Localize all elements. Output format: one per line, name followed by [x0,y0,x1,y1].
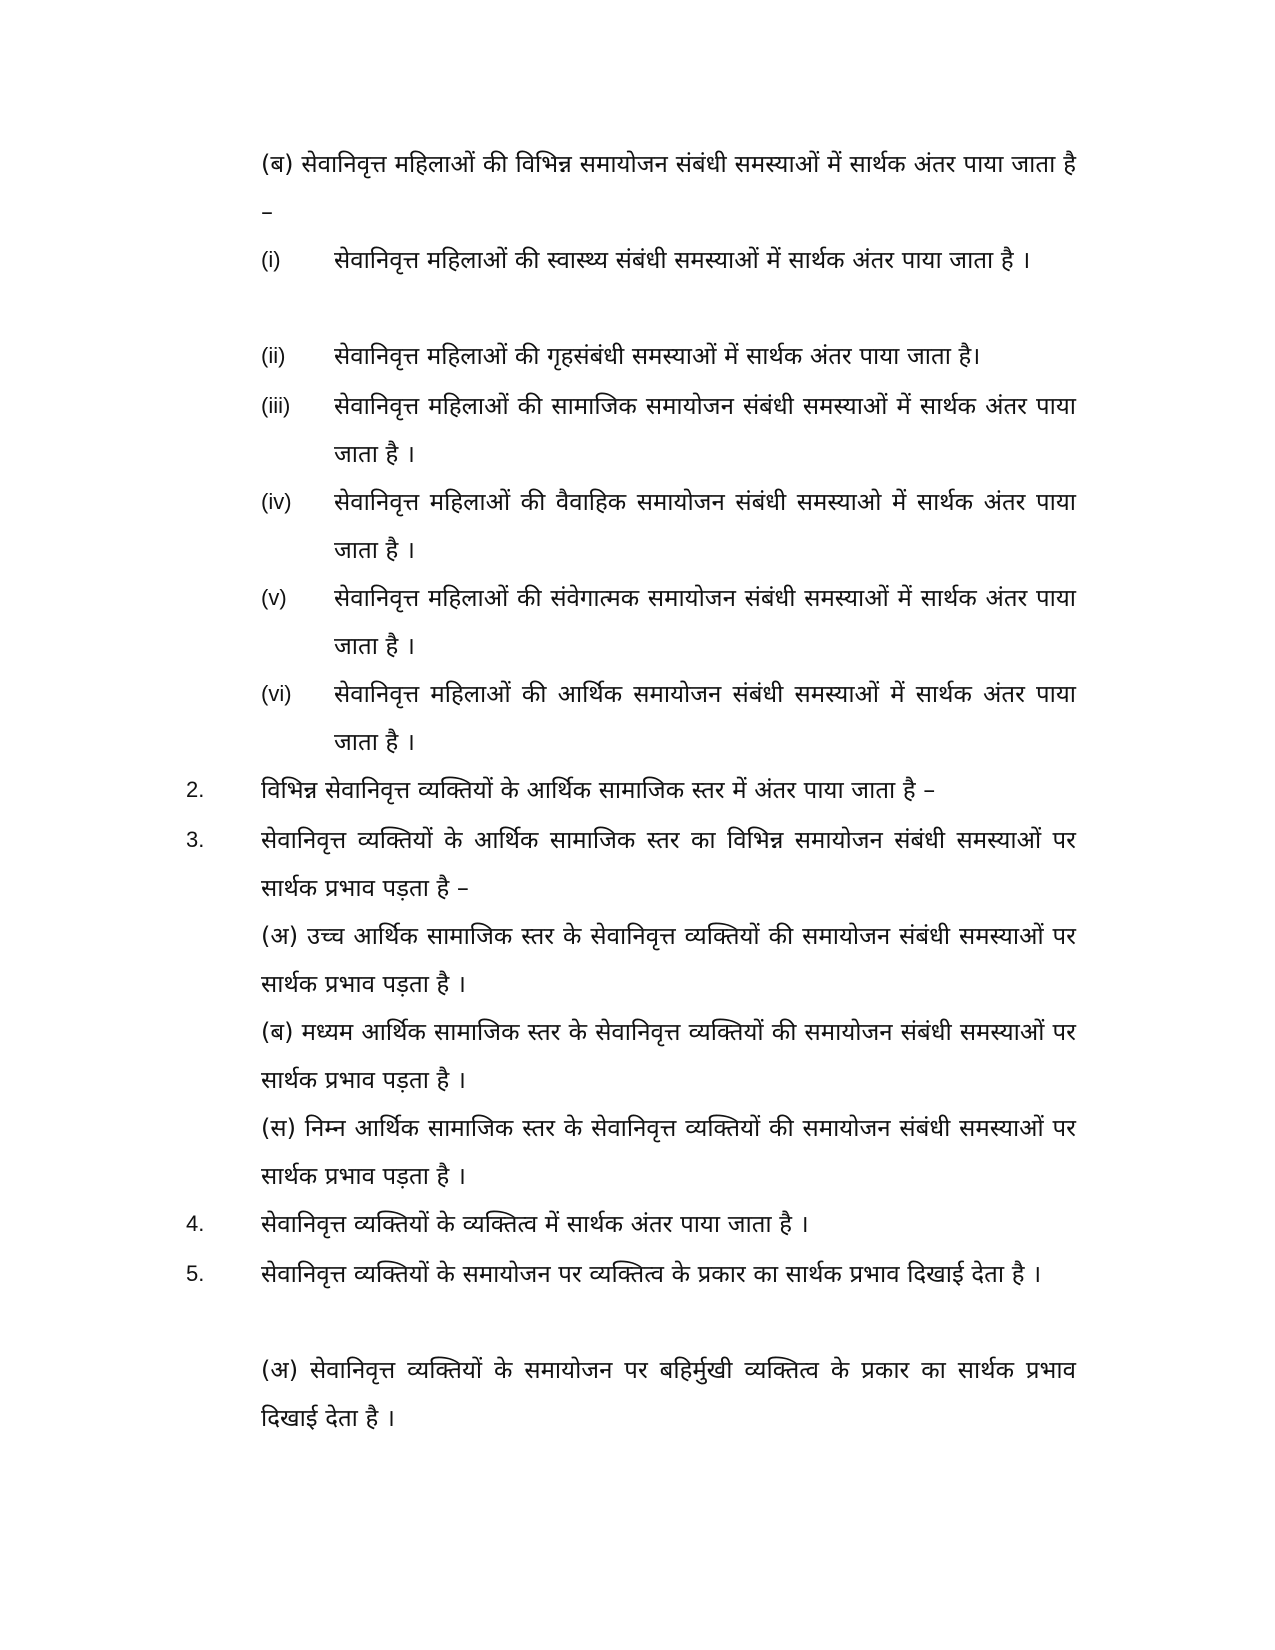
list-marker: (i) [261,247,281,272]
list-item: सेवानिवृत्त व्यक्तियों के आर्थिक सामाजिक स्तर का विभिन्न समायोजन संबंधी समस्याओं पर सार्थक प्रभाव पड़ता है – [261,826,1076,902]
list-item: विभिन्न सेवानिवृत्त व्यक्तियों के आर्थिक सामाजिक स्तर में अंतर पाया जाता है – [261,776,936,804]
sub-paragraph-a: (अ) उच्च आर्थिक सामाजिक स्तर के सेवानिवृत्त व्यक्तियों की समायोजन संबंधी समस्याओं पर सार्थक प्रभाव पड़ता है । [261,922,1076,998]
list-number: 3. [186,827,205,852]
list-item: सेवानिवृत्त महिलाओं की गृहसंबंधी समस्याओं में सार्थक अंतर पाया जाता है। [334,342,981,370]
sub-paragraph-a: (अ) सेवानिवृत्त व्यक्तियों के समायोजन पर बहिर्मुखी व्यक्तित्व के प्रकार का सार्थक प्रभाव दिखाई देता है । [261,1356,1076,1432]
list-marker: (iv) [261,489,292,514]
list-marker: (v) [261,585,287,610]
list-item: सेवानिवृत्त महिलाओं की स्वास्थ्य संबंधी समस्याओं में सार्थक अंतर पाया जाता है । [334,246,1031,274]
paragraph-b: (ब) सेवानिवृत्त महिलाओं की विभिन्न समायोजन संबंधी समस्याओं में सार्थक अंतर पाया जाता है – [261,150,1076,226]
sub-paragraph-s: (स) निम्न आर्थिक सामाजिक स्तर के सेवानिवृत्त व्यक्तियों की समायोजन संबंधी समस्याओं पर सार्थक प्रभाव पड़ता है । [261,1114,1076,1190]
list-item: सेवानिवृत्त महिलाओं की वैवाहिक समायोजन संबंधी समस्याओ में सार्थक अंतर पाया जाता है । [334,488,1076,564]
list-marker: (vi) [261,681,292,706]
list-number: 2. [186,777,205,802]
list-item: सेवानिवृत्त व्यक्तियों के समायोजन पर व्यक्तित्व के प्रकार का सार्थक प्रभाव दिखाई देता है । [261,1260,1042,1288]
sub-paragraph-b: (ब) मध्यम आर्थिक सामाजिक स्तर के सेवानिवृत्त व्यक्तियों की समायोजन संबंधी समस्याओं पर सार्थक प्रभाव पड़ता है । [261,1018,1076,1094]
list-item: सेवानिवृत्त महिलाओं की संवेगात्मक समायोजन संबंधी समस्याओं में सार्थक अंतर पाया जाता है । [334,584,1076,660]
list-item: सेवानिवृत्त व्यक्तियों के व्यक्तित्व में सार्थक अंतर पाया जाता है । [261,1210,809,1238]
list-marker: (iii) [261,393,291,418]
list-number: 4. [186,1211,205,1236]
list-item: सेवानिवृत्त महिलाओं की सामाजिक समायोजन संबंधी समस्याओं में सार्थक अंतर पाया जाता है । [334,392,1076,468]
list-item: सेवानिवृत्त महिलाओं की आर्थिक समायोजन संबंधी समस्याओं में सार्थक अंतर पाया जाता है । [334,680,1076,756]
list-number: 5. [186,1261,205,1286]
list-marker: (ii) [261,343,286,368]
